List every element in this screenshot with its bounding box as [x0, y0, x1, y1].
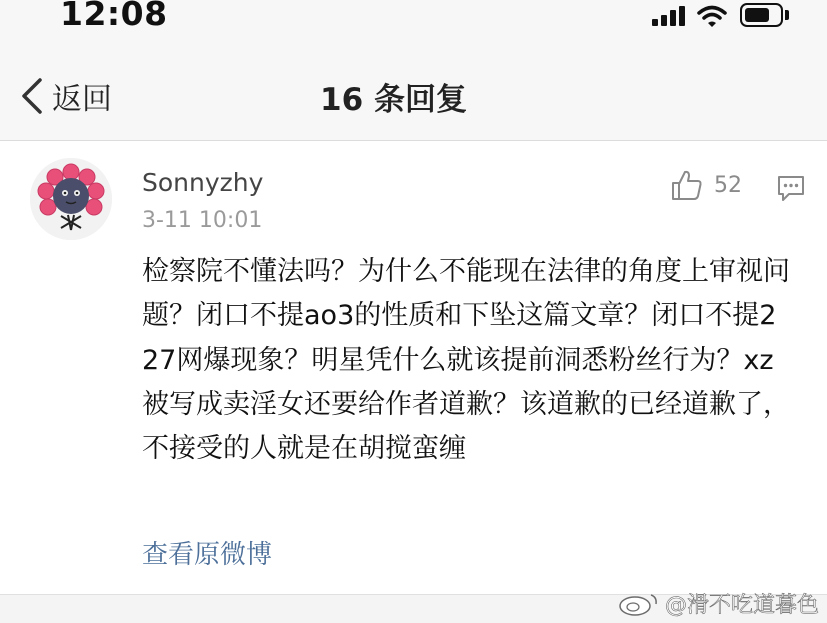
watermark	[617, 588, 819, 619]
battery-icon	[740, 3, 783, 27]
like-count: 52	[714, 172, 742, 198]
nav-bar	[0, 52, 827, 141]
status-bar	[0, 0, 827, 52]
page-title: 16 条回复	[320, 82, 467, 118]
avatar[interactable]	[30, 158, 112, 240]
status-time: 12:08	[60, 0, 168, 33]
cellular-signal-icon	[652, 6, 686, 26]
watermark-text: @滑不吃道暮色	[664, 593, 819, 618]
like-button[interactable]	[670, 168, 742, 202]
wifi-icon	[697, 4, 727, 28]
view-original-link[interactable]: 查看原微博	[142, 540, 273, 570]
comment-timestamp: 3-11 10:01	[142, 208, 263, 233]
comment-username[interactable]: Sonnyzhy	[142, 168, 264, 197]
comment-text: 检察院不懂法吗？为什么不能现在法律的角度上审视问题？闭口不提ao3的性质和下坠这篇文章？闭口不提227网爆现象？明星凭什么就该提前洞悉粉丝行为？xz被写成卖淫女还要给作者道歉？该道歉的已经道歉了，不接受的人就是在胡搅蛮缠	[142, 256, 790, 465]
battery-tip	[785, 10, 789, 20]
weibo-logo-icon	[617, 591, 661, 617]
reply-comment-icon[interactable]	[776, 173, 806, 203]
flower-avatar-icon	[30, 158, 112, 240]
thumbs-up-icon	[670, 168, 704, 202]
back-label: 返回	[52, 82, 112, 117]
